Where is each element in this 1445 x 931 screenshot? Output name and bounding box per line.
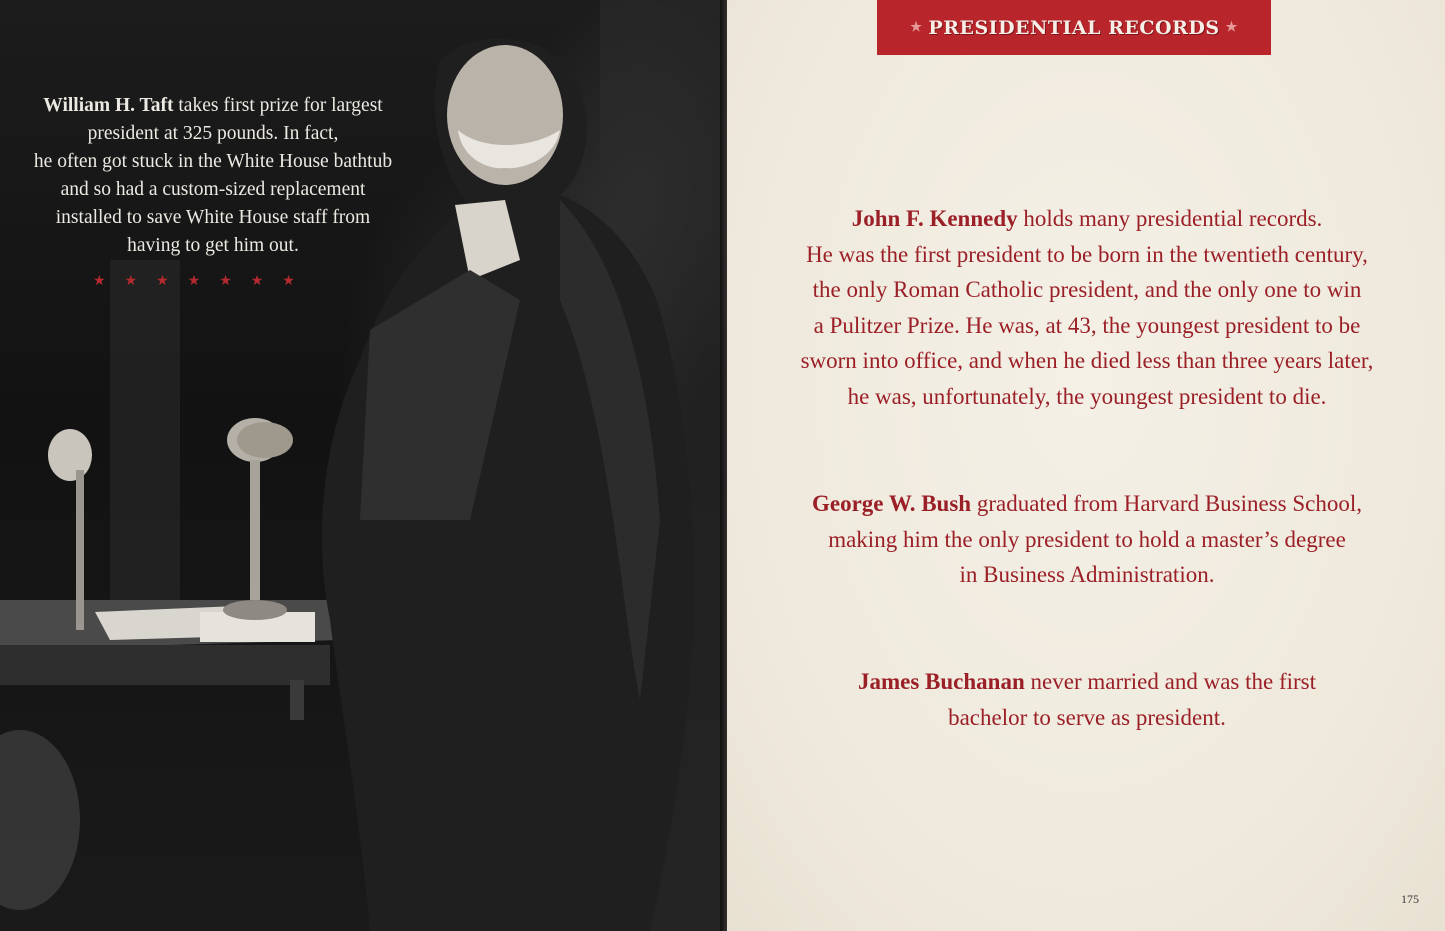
star-icon: ★: [910, 20, 923, 35]
record-line: sworn into office, and when he died less than three years later,: [800, 348, 1374, 373]
record-name: James Buchanan: [857, 669, 1025, 694]
record-name: John F. Kennedy: [851, 206, 1018, 231]
record-line: a Pulitzer Prize. He was, at 43, the youngest president to be: [813, 312, 1361, 338]
record-line: in Business Administration.: [959, 562, 1215, 587]
record-line: holds many presidential records.: [1017, 206, 1323, 231]
record-line: He was the first president to be born in the twentieth century,: [806, 241, 1368, 267]
record-line: making him the only president to hold a master’s degree: [828, 526, 1346, 552]
caption-divider-stars: ★★★★★★★: [93, 274, 314, 289]
record-line: graduated from Harvard Business School,: [971, 491, 1363, 516]
caption-line: and so had a custom-sized replacement: [60, 179, 366, 200]
caption-line: installed to save White House staff from: [55, 207, 371, 228]
text-page: [727, 0, 1445, 931]
caption-line: having to get him out.: [127, 235, 299, 256]
banner-title: PRESIDENTIAL RECORDS: [928, 16, 1220, 39]
caption-name: William H. Taft: [43, 95, 174, 116]
record-name: George W. Bush: [811, 491, 972, 516]
record-paragraph: [767, 201, 1407, 414]
section-banner: [877, 0, 1271, 55]
record-paragraph: [767, 664, 1407, 735]
star-icon: ★: [1225, 20, 1238, 35]
record-paragraph: [767, 486, 1407, 593]
caption-line: he often got stuck in the White House bathtub: [33, 151, 393, 172]
caption-line: takes first prize for largest: [173, 95, 383, 116]
photo-caption: [18, 92, 408, 260]
record-line: never married and was the first: [1024, 669, 1316, 694]
caption-line: president at 325 pounds. In fact,: [87, 123, 339, 144]
page-number: 175: [1401, 892, 1419, 906]
record-line: the only Roman Catholic president, and the only one to win: [812, 277, 1362, 302]
record-line: he was, unfortunately, the youngest president to die.: [847, 383, 1327, 409]
record-line: bachelor to serve as president.: [948, 704, 1226, 730]
